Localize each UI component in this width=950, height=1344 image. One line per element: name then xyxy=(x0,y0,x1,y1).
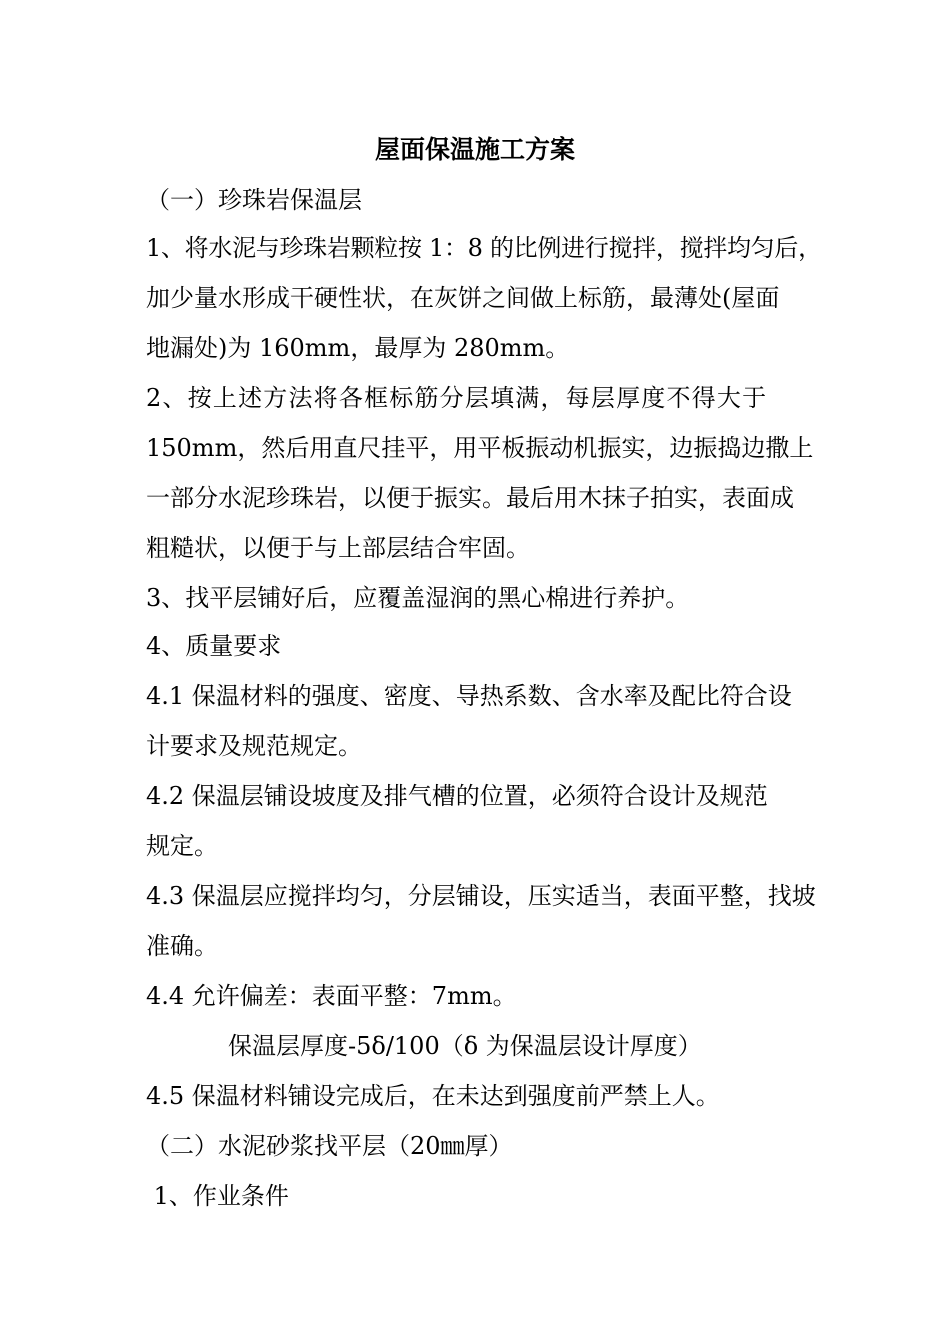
paragraph-line: 一部分水泥珍珠岩，以便于振实。最后用木抹子拍实，表面成 xyxy=(146,484,794,512)
paragraph-line: 4.3 保温层应搅拌均匀，分层铺设，压实适当，表面平整，找坡 xyxy=(146,882,816,910)
document-title: 屋面保温施工方案 xyxy=(374,135,575,164)
paragraph-line: 150mm，然后用直尺挂平，用平板振动机振实，边振捣边撒上 xyxy=(146,434,814,462)
section-heading-1: （一）珍珠岩保温层 xyxy=(146,186,362,214)
paragraph-line: 地漏处)为 160mm，最厚为 280mm。 xyxy=(146,334,570,362)
paragraph-line: 规定。 xyxy=(146,832,218,860)
paragraph-line: 准确。 xyxy=(146,932,218,960)
paragraph-line: 加少量水形成干硬性状，在灰饼之间做上标筋，最薄处(屋面 xyxy=(146,284,780,312)
paragraph-line: 1、将水泥与珍珠岩颗粒按 1：8 的比例进行搅拌，搅拌均匀后， xyxy=(146,234,822,262)
paragraph-line: 粗糙状，以便于与上部层结合牢固。 xyxy=(146,534,530,562)
paragraph-line: 4.2 保温层铺设坡度及排气槽的位置，必须符合设计及规范 xyxy=(146,782,768,810)
paragraph-line: 2、按上述方法将各框标筋分层填满，每层厚度不得大于 xyxy=(146,384,768,412)
subsection-heading: 4、质量要求 xyxy=(146,632,282,660)
subsection-heading: 1、作业条件 xyxy=(146,1182,289,1210)
section-heading-2: （二）水泥砂浆找平层（20㎜厚） xyxy=(146,1132,513,1160)
paragraph-line: 4.5 保温材料铺设完成后，在未达到强度前严禁上人。 xyxy=(146,1082,720,1110)
paragraph-line-indented: 保温层厚度-5δ/100（δ 为保温层设计厚度） xyxy=(228,1032,702,1060)
paragraph-line: 4.4 允许偏差：表面平整：7mm。 xyxy=(146,982,517,1010)
paragraph-line: 4.1 保温材料的强度、密度、导热系数、含水率及配比符合设 xyxy=(146,682,792,710)
paragraph-line: 计要求及规范规定。 xyxy=(146,732,362,760)
paragraph-line: 3、找平层铺好后，应覆盖湿润的黑心棉进行养护。 xyxy=(146,584,690,612)
